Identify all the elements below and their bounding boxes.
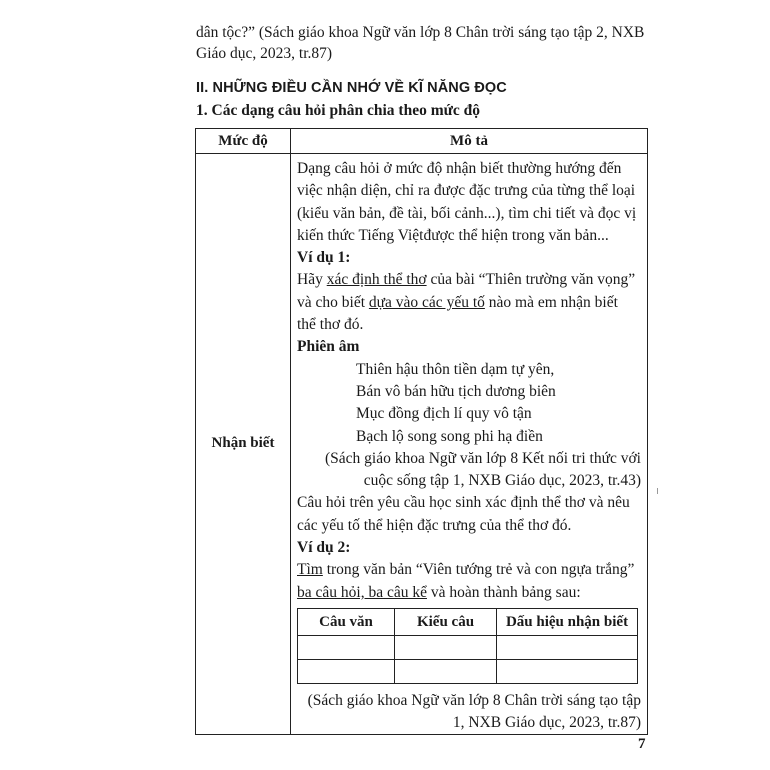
exercise-source	[297, 690, 641, 734]
poem-source	[297, 448, 641, 493]
exercise-header-type: Kiểu câu	[395, 608, 497, 635]
text-span: và hoàn thành bảng sau:	[426, 583, 581, 601]
exercise-header-row	[298, 608, 638, 635]
example-2-question-line	[297, 582, 641, 604]
example-1-question-line	[297, 269, 641, 291]
text-line: Câu hỏi trên yêu cầu học sinh xác định thể thơ và nêu	[297, 494, 630, 512]
poem-line: Bạch lộ song song phi hạ điền	[356, 427, 543, 445]
exercise-cell	[395, 659, 497, 683]
underlined-phrase: Tìm	[297, 561, 323, 579]
text-span: trong văn bản “Viên tướng trẻ và con ngựa trắng”	[322, 561, 635, 579]
table-header-row	[196, 129, 648, 154]
source-line: cuộc sống tập 1, NXB Giáo dục, 2023, tr.43)	[363, 472, 641, 490]
intro-line: dân tộc?” (Sách giáo khoa Ngữ văn lớp 8 Chân trời sáng tạo tập 2, NXB	[196, 24, 645, 41]
poem-label: Phiên âm	[297, 338, 360, 356]
source-line: (Sách giáo khoa Ngữ văn lớp 8 Chân trời sáng tạo tập	[307, 691, 641, 709]
text-line: các yếu tố thể hiện đặc trưng của thể thơ đó.	[297, 516, 572, 534]
exercise-cell	[298, 635, 395, 659]
exercise-cell	[497, 659, 638, 683]
exercise-table	[297, 608, 638, 684]
underlined-phrase: ba câu hỏi, ba câu kể	[297, 583, 427, 601]
intro-paragraph	[196, 22, 656, 64]
poem-line: Mục đồng địch lí quy vô tận	[356, 405, 532, 423]
header-description: Mô tả	[291, 129, 648, 154]
underlined-phrase: dựa vào các yếu tố	[368, 293, 485, 311]
level-cell: Nhận biết	[196, 154, 291, 735]
exercise-header-sentence: Câu văn	[298, 608, 395, 635]
exercise-table-wrapper	[297, 608, 641, 684]
table-row	[196, 154, 648, 735]
section-heading: II. NHỮNG ĐIỀU CẦN NHỚ VỀ KĨ NĂNG ĐỌC	[196, 80, 507, 96]
exercise-cell	[497, 635, 638, 659]
text-span: và cho biết	[297, 293, 369, 311]
scan-mark	[657, 488, 658, 494]
exercise-row	[298, 659, 638, 683]
poem-line: Thiên hậu thôn tiền dạm tự yên,	[356, 360, 555, 378]
page-number: 7	[638, 736, 646, 752]
levels-table	[195, 128, 648, 735]
exercise-cell	[395, 635, 497, 659]
poem-line: Bán vô bán hữu tịch dương biên	[356, 382, 556, 400]
intro-line: Giáo dục, 2023, tr.87)	[196, 45, 333, 62]
example-2-label: Ví dụ 2:	[297, 539, 351, 557]
text-line: Dạng câu hỏi ở mức độ nhận biết thường hướng đến	[297, 160, 622, 177]
header-level: Mức độ	[196, 129, 291, 154]
example-1-question-line	[297, 292, 641, 314]
example-1-label: Ví dụ 1:	[297, 249, 351, 267]
source-line: 1, NXB Giáo dục, 2023, tr.87)	[452, 713, 641, 731]
exercise-cell	[298, 659, 395, 683]
subsection-heading: 1. Các dạng câu hỏi phân chia theo mức độ	[196, 102, 481, 119]
text-span: nào mà em nhận biết	[484, 293, 618, 311]
example-1-question-line: thể thơ đó.	[297, 316, 364, 334]
levels-table-wrapper	[195, 128, 647, 731]
poem	[297, 359, 641, 448]
example-2-question-line	[297, 559, 641, 581]
text-line: việc nhận diện, chỉ ra được đặc trưng của từng thể loại	[297, 182, 636, 200]
exercise-header-signal: Dấu hiệu nhận biết	[497, 608, 638, 635]
underlined-phrase: xác định thể thơ	[326, 271, 427, 289]
text-line: kiến thức Tiếng Việtđược thể hiện trong văn bản...	[297, 226, 609, 244]
exercise-row	[298, 635, 638, 659]
description-cell	[291, 154, 648, 735]
description-paragraph	[297, 158, 641, 247]
text-line: (kiểu văn bản, đề tài, bối cảnh...), tìm chi tiết và đọc vị	[297, 204, 637, 222]
text-span: Hãy	[297, 271, 327, 289]
source-line: (Sách giáo khoa Ngữ văn lớp 8 Kết nối tri thức với	[324, 449, 641, 467]
text-span: của bài “Thiên trường văn vọng”	[426, 271, 636, 289]
example-1-explanation	[297, 492, 641, 537]
